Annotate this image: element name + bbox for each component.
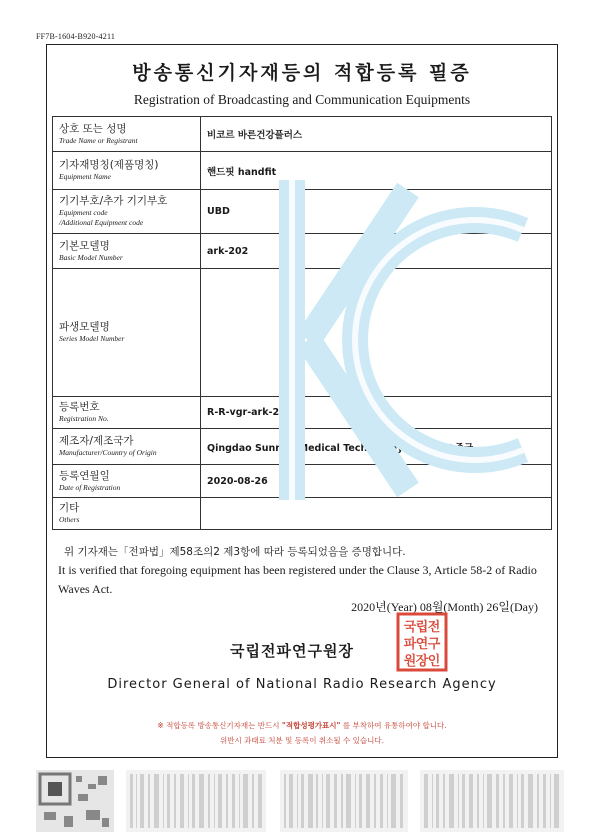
- issue-date: 2020년(Year) 08월(Month) 26일(Day): [351, 600, 538, 614]
- label-korean: 기본모델명: [59, 239, 110, 252]
- row-value: ark-202: [201, 234, 552, 269]
- table-row: [53, 234, 552, 269]
- agency-name-english: Director General of National Radio Research Agency: [107, 677, 497, 692]
- registration-table: [52, 116, 552, 530]
- title-english: Registration of Broadcasting and Communication Equipments: [133, 92, 471, 107]
- row-label: [53, 234, 201, 269]
- agency-name-korean: 국립전파연구원장: [230, 642, 354, 660]
- svg-text:파: 파: [403, 637, 417, 652]
- table-row: [53, 190, 552, 234]
- row-value: Qingdao Sunrise Medical Technology Co.,Ltd / 중국: [201, 429, 552, 465]
- row-label: [53, 429, 201, 465]
- svg-text:원: 원: [403, 654, 417, 669]
- row-value: 2020-08-26: [201, 465, 552, 498]
- row-value: 비코르 바른건강플러스: [201, 117, 552, 152]
- svg-text:연: 연: [415, 637, 429, 652]
- label-korean: 등록연월일: [59, 469, 110, 482]
- svg-text:인: 인: [427, 654, 441, 669]
- table-row: [53, 397, 552, 429]
- row-value: 핸드핏 handfit: [201, 152, 552, 190]
- row-value: UBD: [201, 190, 552, 234]
- table-row: [53, 429, 552, 465]
- label-english: Trade Name or Registrant: [59, 135, 138, 145]
- label-english: Date of Registration: [59, 482, 121, 492]
- notice-emphasis: "적합성평가표시": [281, 721, 341, 730]
- label-english: Series Model Number: [59, 334, 125, 343]
- certification-english: It is verified that foregoing equipment has been registered under the Clause 3, Article 58-2 of Radio Waves Act.: [58, 563, 537, 596]
- table-row: [53, 498, 552, 530]
- row-label: [53, 498, 201, 530]
- table-row: [53, 465, 552, 498]
- notice-text: ※ 적합등록 방송통신기자재는 반드시: [157, 721, 280, 730]
- security-pattern-icon: [36, 770, 114, 832]
- row-value: [201, 269, 552, 397]
- row-label: [53, 117, 201, 152]
- label-korean: 파생모델명: [59, 321, 110, 333]
- svg-text:국: 국: [403, 620, 417, 635]
- barcode-icon: [420, 770, 564, 832]
- label-korean: 상호 또는 성명: [59, 122, 127, 135]
- table-row: [53, 152, 552, 190]
- label-english: Manufacturer/Country of Origin: [59, 448, 157, 457]
- title-korean: 방송통신기자재등의 적합등록 필증: [132, 62, 472, 84]
- label-english-secondary: /Additional Equipment code: [59, 218, 144, 227]
- official-seal-icon: [396, 612, 448, 672]
- label-korean: 등록번호: [59, 401, 100, 413]
- label-english: Others: [59, 515, 80, 524]
- row-label: [53, 269, 201, 397]
- svg-text:립: 립: [415, 620, 429, 635]
- svg-text:구: 구: [427, 637, 441, 652]
- document-code: FF7B-1604-B920-4211: [36, 32, 116, 41]
- barcode-icon: [280, 770, 408, 832]
- notice-text: 를 부착하여 유통하여야 합니다.: [342, 721, 447, 730]
- row-label: [53, 152, 201, 190]
- label-english: Registration No.: [59, 414, 109, 423]
- label-korean: 기타: [59, 502, 80, 514]
- label-english: Equipment code: [59, 208, 108, 217]
- svg-text:전: 전: [427, 620, 441, 635]
- label-english: Equipment Name: [59, 172, 111, 181]
- certification-korean: 위 기자재는「전파법」제58조의2 제3항에 따라 등록되었음을 증명합니다.: [64, 546, 406, 558]
- row-label: [53, 397, 201, 429]
- row-label: [53, 465, 201, 498]
- notice-line-1: [46, 720, 558, 731]
- label-english: Basic Model Number: [59, 252, 123, 262]
- table-row: [53, 269, 552, 397]
- row-label: [53, 190, 201, 234]
- label-korean: 기자재명칭(제품명칭): [59, 159, 159, 171]
- label-korean: 제조자/제조국가: [59, 435, 134, 447]
- table-row: [53, 117, 552, 152]
- barcode-icon: [126, 770, 266, 832]
- row-value: R-R-vgr-ark-202: [201, 397, 552, 429]
- row-value: [201, 498, 552, 530]
- svg-text:장: 장: [415, 654, 429, 669]
- notice-line-2: 위반시 과태료 처분 및 등록이 취소될 수 있습니다.: [220, 736, 384, 745]
- label-korean: 기기부호/추가 기기부호: [59, 195, 168, 207]
